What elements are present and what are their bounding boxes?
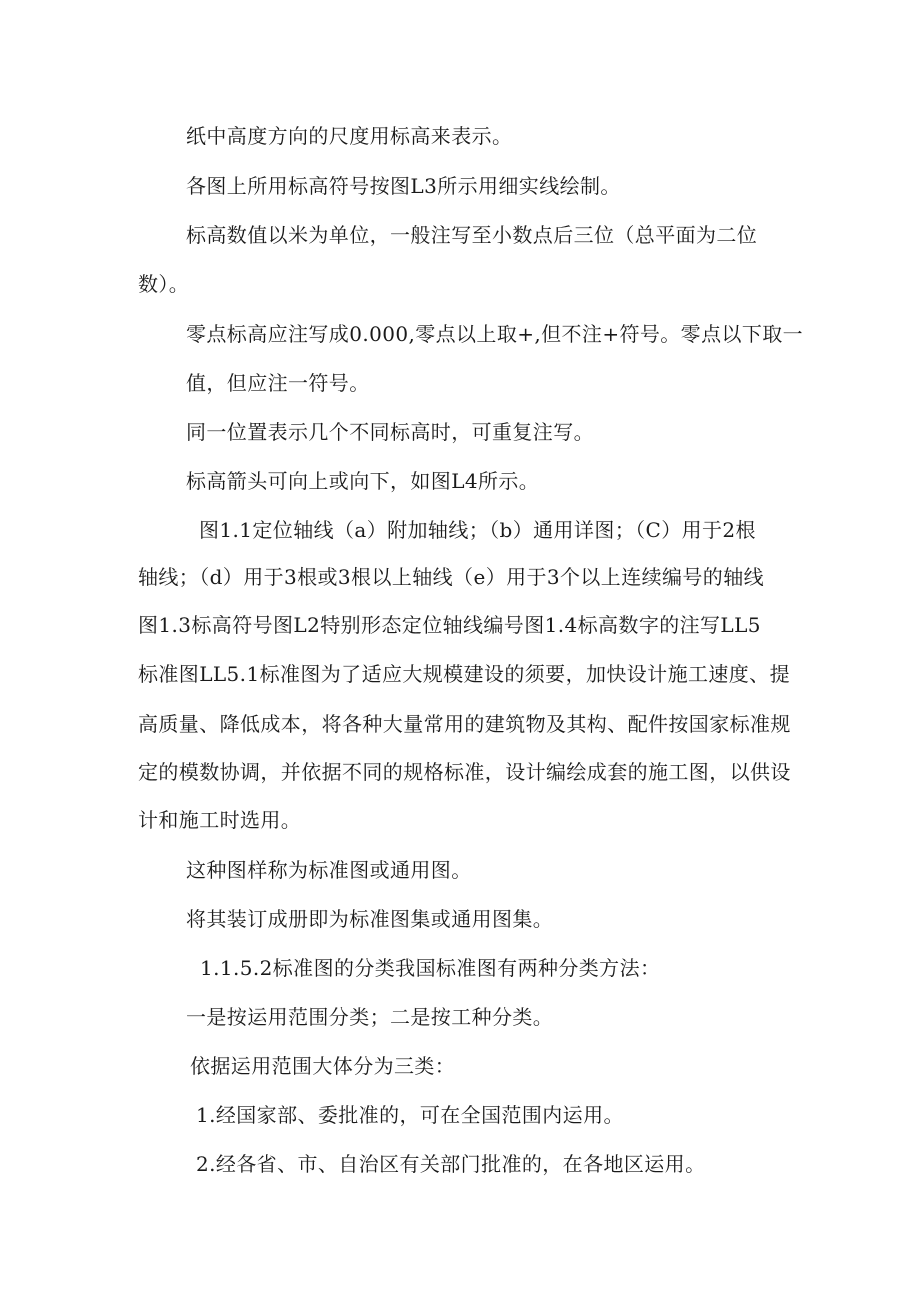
paragraph-line-8: 标高箭头可向上或向下，如图L4所示。 xyxy=(186,469,540,493)
list-item-1: 1.经国家部、委批准的，可在全国范围内运用。 xyxy=(196,1103,624,1127)
paragraph-line-2: 各图上所用标高符号按图L3所示用细实线绘制。 xyxy=(186,174,621,198)
list-item-2: 2.经各省、市、自治区有关部门批准的，在各地区运用。 xyxy=(196,1152,706,1176)
figure-caption-line-3: 图1.3标高符号图L2特别形态定位轴线编号图1.4标高数字的注写LL5 xyxy=(138,613,761,637)
figure-caption-line-2: 轴线；（d）用于3根或3根以上轴线（e）用于3个以上连续编号的轴线 xyxy=(138,565,765,589)
paragraph-line-12: 标准图LL5.1标准图为了适应大规模建设的须要，加快设计施工速度、提 xyxy=(138,662,790,686)
paragraph-line-19: 一是按运用范围分类；二是按工种分类。 xyxy=(186,1005,554,1029)
paragraph-line-7: 同一位置表示几个不同标高时，可重复注写。 xyxy=(186,420,594,444)
paragraph-line-4: 数）。 xyxy=(138,272,190,296)
paragraph-line-20: 依据运用范围大体分为三类： xyxy=(190,1054,456,1078)
paragraph-line-16: 这种图样称为标准图或通用图。 xyxy=(186,858,472,882)
paragraph-line-1: 纸中高度方向的尺度用标高来表示。 xyxy=(186,124,513,148)
paragraph-line-5: 零点标高应注写成0.000,零点以上取+,但不注+符号。零点以下取一 xyxy=(186,322,804,346)
paragraph-line-14: 定的模数协调，并依据不同的规格标准，设计编绘成套的施工图，以供设 xyxy=(138,760,791,784)
paragraph-line-6: 值，但应注一符号。 xyxy=(186,371,370,395)
paragraph-line-17: 将其装订成册即为标准图集或通用图集。 xyxy=(186,907,554,931)
paragraph-line-15: 计和施工时选用。 xyxy=(138,808,302,832)
figure-caption-line-1: 图1.1定位轴线（a）附加轴线；（b）通用详图；（C）用于2根 xyxy=(199,518,756,542)
section-heading: 1.1.5.2标准图的分类我国标准图有两种分类方法： xyxy=(200,956,661,980)
paragraph-line-3: 标高数值以米为单位，一般注写至小数点后三位（总平面为二位 xyxy=(186,223,758,247)
paragraph-line-13: 高质量、降低成本，将各种大量常用的建筑物及其构、配件按国家标准规 xyxy=(138,712,791,736)
